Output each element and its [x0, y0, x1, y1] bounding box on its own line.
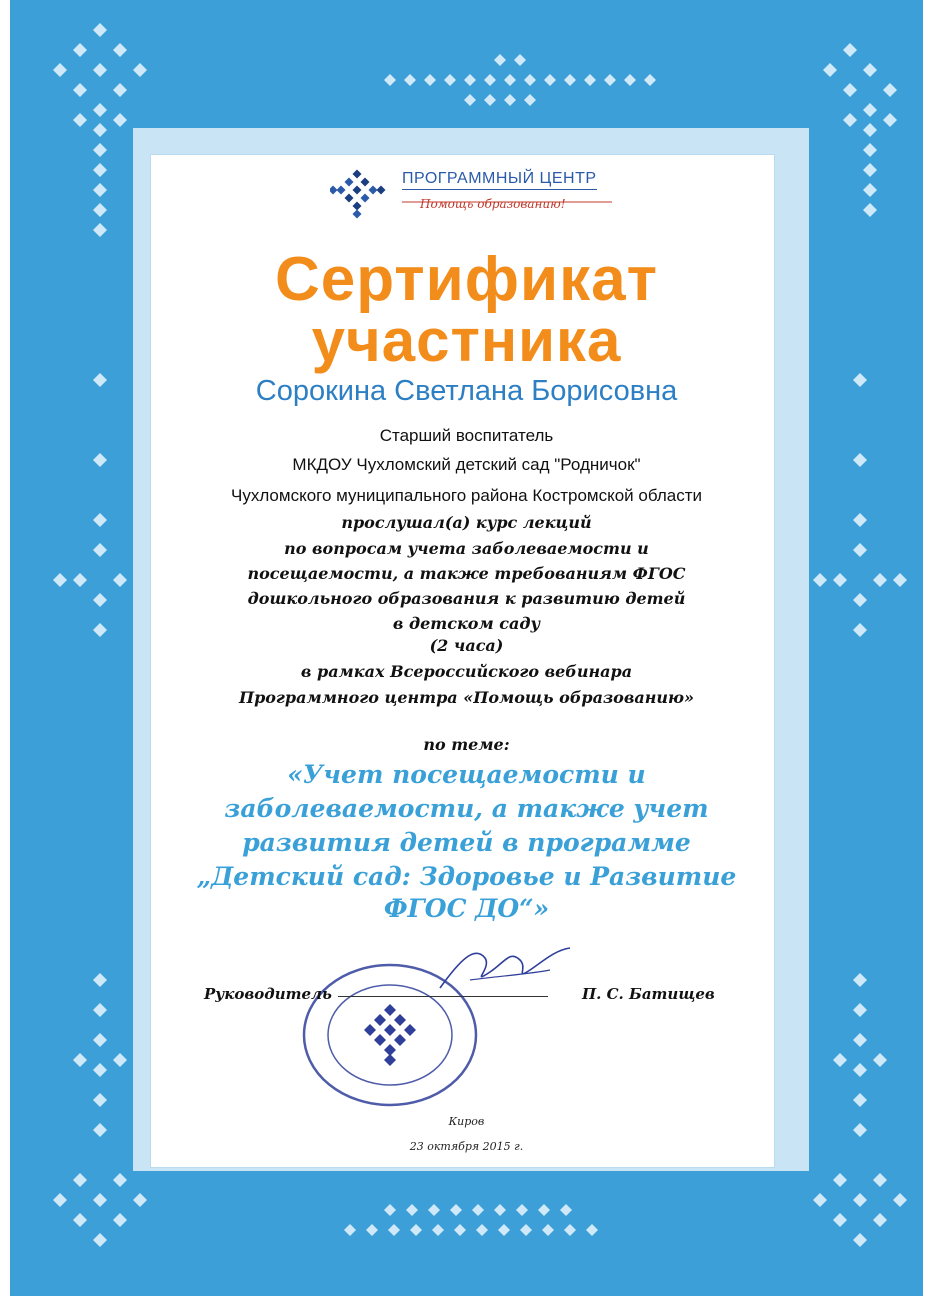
signatory-role: Руководитель: [204, 985, 332, 1003]
signature-line: [338, 996, 548, 997]
position: Старший воспитатель: [379, 426, 554, 445]
body-line: по вопросам учета заболеваемости и: [284, 539, 649, 558]
body-line: прослушал(а) курс лекций: [341, 513, 592, 532]
city: Киров: [448, 1115, 485, 1128]
certificate-title: Сертификат: [274, 245, 659, 314]
topic-line: заболеваемости, а также учет: [224, 794, 709, 823]
issue-date: 23 октября 2015 г.: [409, 1140, 524, 1153]
topic-label: по теме:: [423, 735, 510, 754]
body-line: в детском саду: [392, 614, 541, 633]
topic-line: ФГОС ДО“»: [383, 894, 550, 923]
organization: МКДОУ Чухломский детский сад "Родничок": [292, 455, 641, 474]
certificate-subtitle: участника: [311, 307, 622, 374]
logo-subtitle: Помощь образованию!: [420, 197, 566, 211]
signatory-name: П. С. Батищев: [582, 985, 715, 1003]
body-line: посещаемости, а также требованиям ФГОС: [247, 564, 686, 583]
handwritten-signature: [430, 940, 580, 1000]
body-line: дошкольного образования к развитию детей: [247, 589, 686, 608]
topic-line: развития детей в программе: [242, 828, 691, 857]
body-line: Программного центра «Помощь образованию»: [238, 688, 695, 707]
course-hours: (2 часа): [429, 636, 504, 655]
logo-title: ПРОГРАММНЫЙ ЦЕНТР: [402, 170, 597, 190]
topic-line: „Детский сад: Здоровье и Развитие: [196, 862, 737, 891]
recipient-name: Сорокина Светлана Борисовна: [255, 375, 678, 407]
region: Чухломского муниципального района Костромской области: [230, 486, 702, 505]
topic-line: «Учет посещаемости и: [287, 760, 646, 789]
body-line: в рамках Всероссийского вебинара: [300, 662, 633, 681]
